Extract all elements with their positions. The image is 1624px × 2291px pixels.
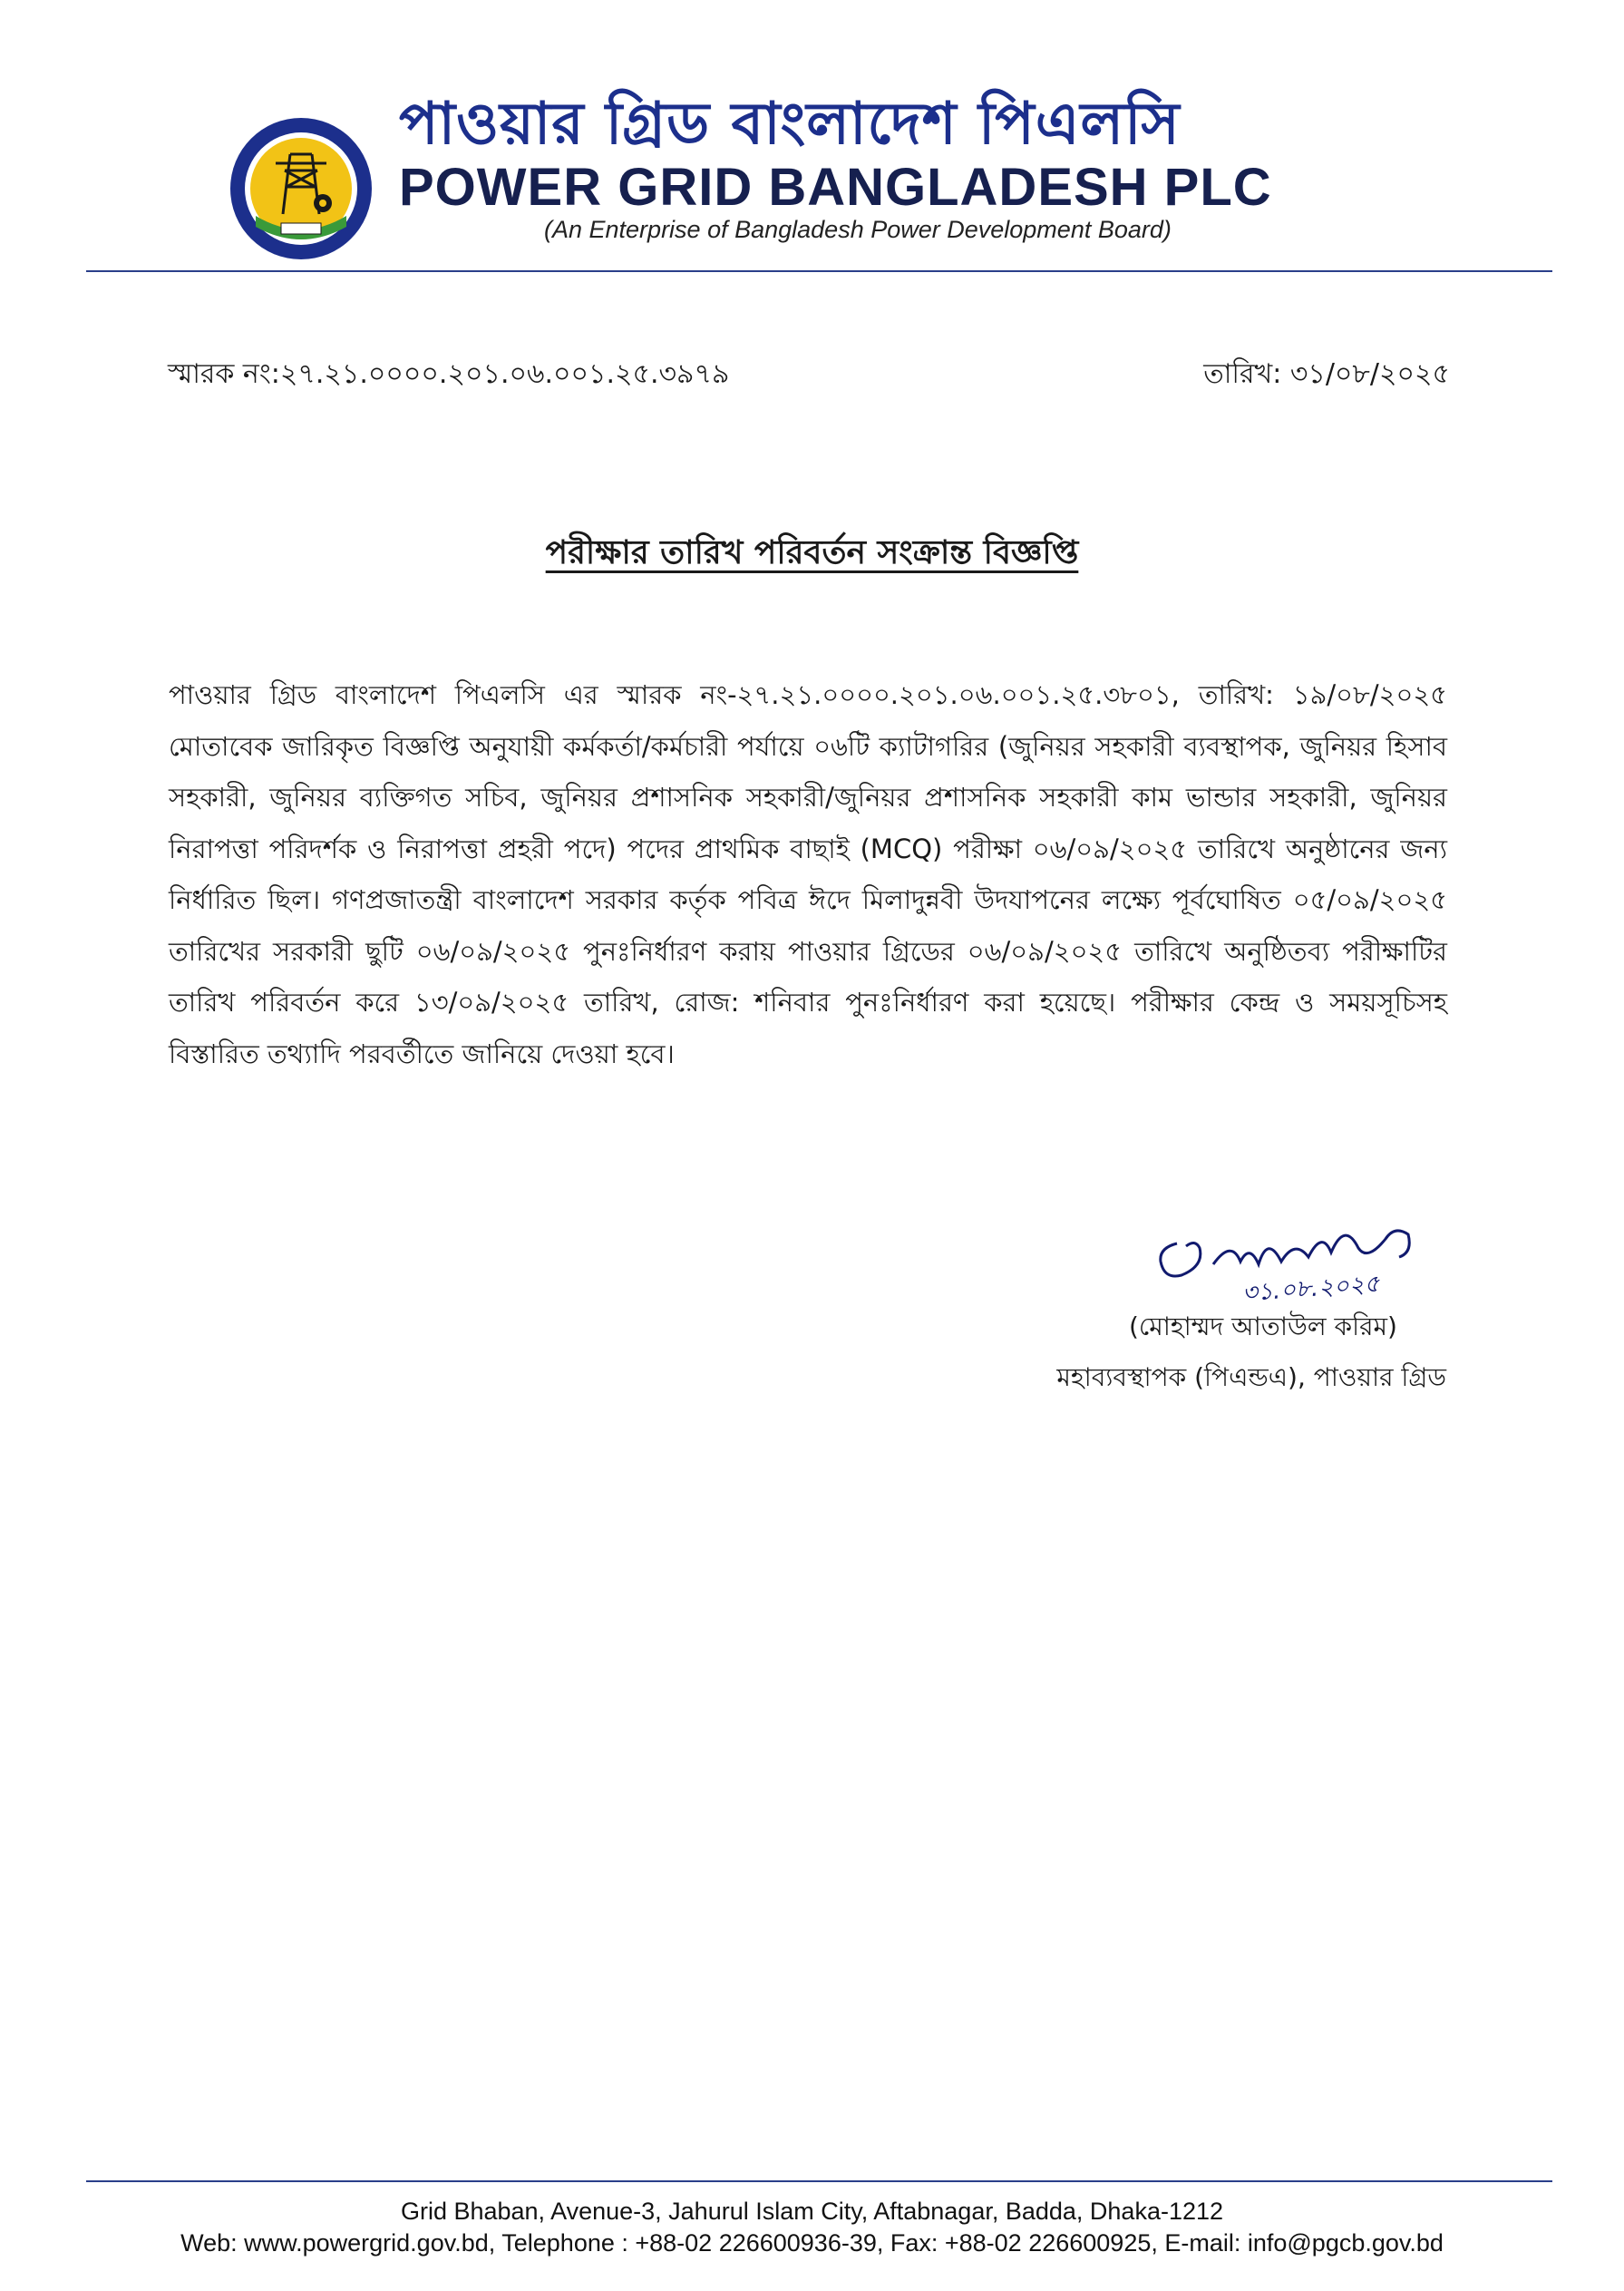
notice-heading: পরীক্ষার তারিখ পরিবর্তন সংক্রান্ত বিজ্ঞপ্তি	[545, 534, 1079, 571]
memo-reference: স্মারক নং:২৭.২১.০০০০.২০১.০৬.০০১.২৫.৩৯৭৯	[168, 358, 730, 390]
footer-contact: Web: www.powergrid.gov.bd, Telephone : +88-02 226600936-39, Fax: +88-02 226600925, E-mail: info@pgcb.gov.bd	[180, 2229, 1444, 2257]
signature-date: ৩১.০৮.২০২৫	[1241, 1270, 1381, 1308]
org-name-english: POWER GRID BANGLADESH PLC	[399, 158, 1272, 217]
memo-date: তারিখ: ৩১/০৮/২০২৫	[1203, 358, 1450, 390]
power-grid-logo	[229, 116, 374, 261]
footer-divider	[86, 2180, 1552, 2182]
signatory-name: (মোহাম্মদ আতাউল করিম)	[1128, 1311, 1397, 1341]
header-divider	[86, 270, 1552, 272]
org-name-bangla: পাওয়ার গ্রিড বাংলাদেশ পিএলসি	[399, 91, 1181, 158]
notice-body: পাওয়ার গ্রিড বাংলাদেশ পিএলসি এর স্মারক নং-২৭.২১.০০০০.২০১.০৬.০০১.২৫.৩৮০১, তারিখ: ১৯/০৮/২০২৫ মোতাবেক জারিকৃত বিজ্ঞপ্তি অনুযায়ী কর্মকর্তা/কর্মচারী পর্যায়ে ০৬টি ক্যাটাগরির (জুনিয়র সহকারী ব্যবস্থাপক, জুনিয়র হিসাব সহকারী, জুনিয়র ব্যক্তিগত সচিব, জুনিয়র প্রশাসনিক সহকারী/জুনিয়র প্রশাসনিক সহকারী কাম ভান্ডার সহকারী, জুনিয়র নিরাপত্তা পরিদর্শক ও নিরাপত্তা প্রহরী পদে) পদের প্রাথমিক বাছাই (MCQ) পরীক্ষা ০৬/০৯/২০২৫ তারিখে অনুষ্ঠানের জন্য নির্ধারিত ছিল। গণপ্রজাতন্ত্রী বাংলাদেশ সরকার কর্তৃক পবিত্র ঈদে মিলাদুন্নবী উদযাপনের লক্ষ্যে পূর্বঘোষিত ০৫/০৯/২০২৫ তারিখের সরকারী ছুটি ০৬/০৯/২০২৫ পুনঃনির্ধারণ করায় পাওয়ার গ্রিডের ০৬/০৯/২০২৫ তারিখে অনুষ্ঠিতব্য পরীক্ষাটির তারিখ পরিবর্তন করে ১৩/০৯/২০২৫ তারিখ, রোজ: শনিবার পুনঃনির্ধারণ করা হয়েছে। পরীক্ষার কেন্দ্র ও সময়সূচিসহ বিস্তারিত তথ্যাদি পরবর্তীতে জানিয়ে দেওয়া হবে।	[169, 679, 1447, 1069]
notice-heading-wrap	[0, 528, 1624, 582]
org-subtitle: (An Enterprise of Bangladesh Power Development Board)	[544, 216, 1172, 243]
signatory-title: মহাব্যবস্থাপক (পিএন্ডএ), পাওয়ার গ্রিড	[1056, 1362, 1446, 1392]
footer-address: Grid Bhaban, Avenue-3, Jahurul Islam City, Aftabnagar, Badda, Dhaka-1212	[400, 2198, 1224, 2225]
